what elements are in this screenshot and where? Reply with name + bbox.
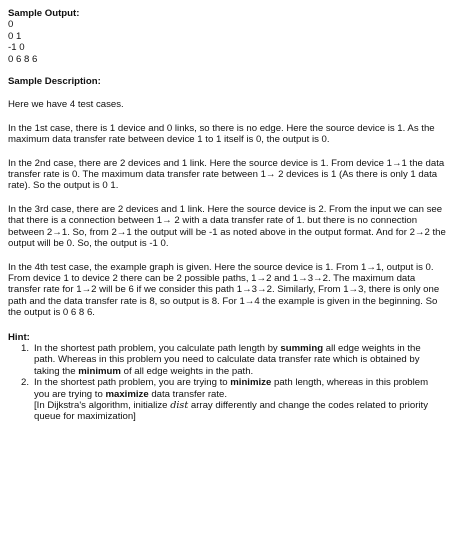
hint-note: array differently and change the codes related to priority queue for maximization] [34, 399, 428, 423]
description-case-3: In the 3rd case, there are 2 devices and 1 link. Here the source device is 2. From the input we can see that there is a connection between 1→ 2 with a data transfer rate of 1. but there is no connection between 2→1. So, from 2→1 the output will be -1 as noted above in the output format. And for 2→2 the output will be 0. So, the output is -1 0. [8, 203, 446, 250]
sample-output-line: 0 1 [8, 30, 22, 42]
hint-list [8, 343, 448, 423]
hint-note: [In Dijkstra's algorithm, initialize [34, 399, 171, 411]
hint-number: 2. [21, 377, 30, 389]
sample-output-heading: Sample Output: [8, 8, 80, 19]
hint-number: 1. [21, 342, 30, 354]
description-case-1: In the 1st case, there is 1 device and 0 links, so there is no edge. Here the source device is 1. As the maximum data transfer rate between device 1 to 1 itself is 0, the output is 0. [8, 122, 435, 146]
hint-heading: Hint: [8, 331, 30, 343]
hint-text-part: In the shortest path problem, you are trying to [34, 377, 231, 389]
hint-emphasis: minimum [78, 365, 121, 377]
hint-emphasis: maximize [105, 388, 149, 400]
description-intro: Here we have 4 test cases. [8, 99, 124, 111]
description-case-4: In the 4th test case, the example graph is given. Here the source device is 1. From 1→1, output is 0. From device 1 to device 2 there can be 2 possible paths, 1→2 and 1→3→2. The maximum data transfer rate for 1→2 will be 6 if we consider this path 1→3→2. Similarly, From 1→3, there is only one path and the data transfer rate is 8, so output is 8. For 1→4 the example is given in the beginning. So the output is 0 6 8 6. [8, 261, 440, 319]
hint-text-part: of all edge weights in the path. [120, 365, 254, 377]
hint-text-part: In the shortest path problem, you calculate path length by [34, 342, 281, 354]
sample-description-heading: Sample Description: [8, 76, 101, 88]
hint-emphasis: summing [280, 342, 324, 354]
sample-output-line: 0 6 8 6 [8, 53, 38, 65]
description-case-2: In the 2nd case, there are 2 devices and 1 link. Here the source device is 1. From device 1→1 the data transfer rate is 0. The maximum data transfer rate between 1→ 2 devices is 1 (As there is only 1 data rate). So the output is 0 1. [8, 157, 445, 192]
sample-output-line: -1 0 [8, 42, 25, 54]
hint-text [34, 343, 448, 377]
hint-text-part: path length, whereas in this problem you are trying to [34, 377, 429, 400]
hint-text-part: data transfer rate. [148, 388, 228, 400]
hint-text [34, 377, 448, 423]
hint-text-part: all edge weights in the path. Whereas in this problem you need to calculate data transfer rate which is obtained by taking the [34, 342, 421, 377]
hint-code-term: dist [170, 399, 189, 411]
sample-output-line: 0 [8, 19, 14, 31]
hint-item [8, 377, 448, 423]
hint-item [8, 343, 448, 377]
hint-emphasis: minimize [230, 377, 272, 389]
